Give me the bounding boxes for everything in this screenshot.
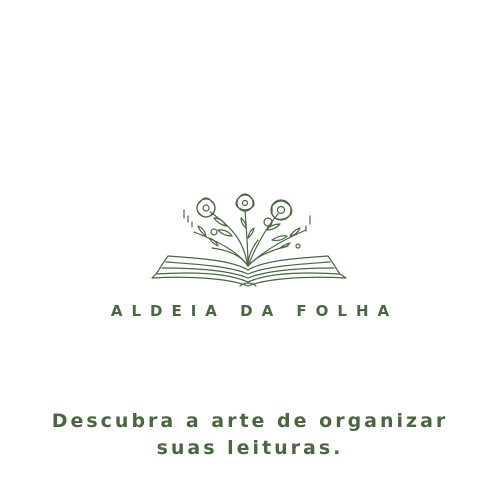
tagline xyxy=(0,408,500,462)
tagline-line-2: suas leituras. xyxy=(156,437,344,459)
open-book-with-flowers-icon xyxy=(148,186,352,290)
brand-name: ALDEIA DA FOLHA xyxy=(110,302,399,320)
tagline-line-1: Descubra a arte de organizar xyxy=(51,410,449,432)
